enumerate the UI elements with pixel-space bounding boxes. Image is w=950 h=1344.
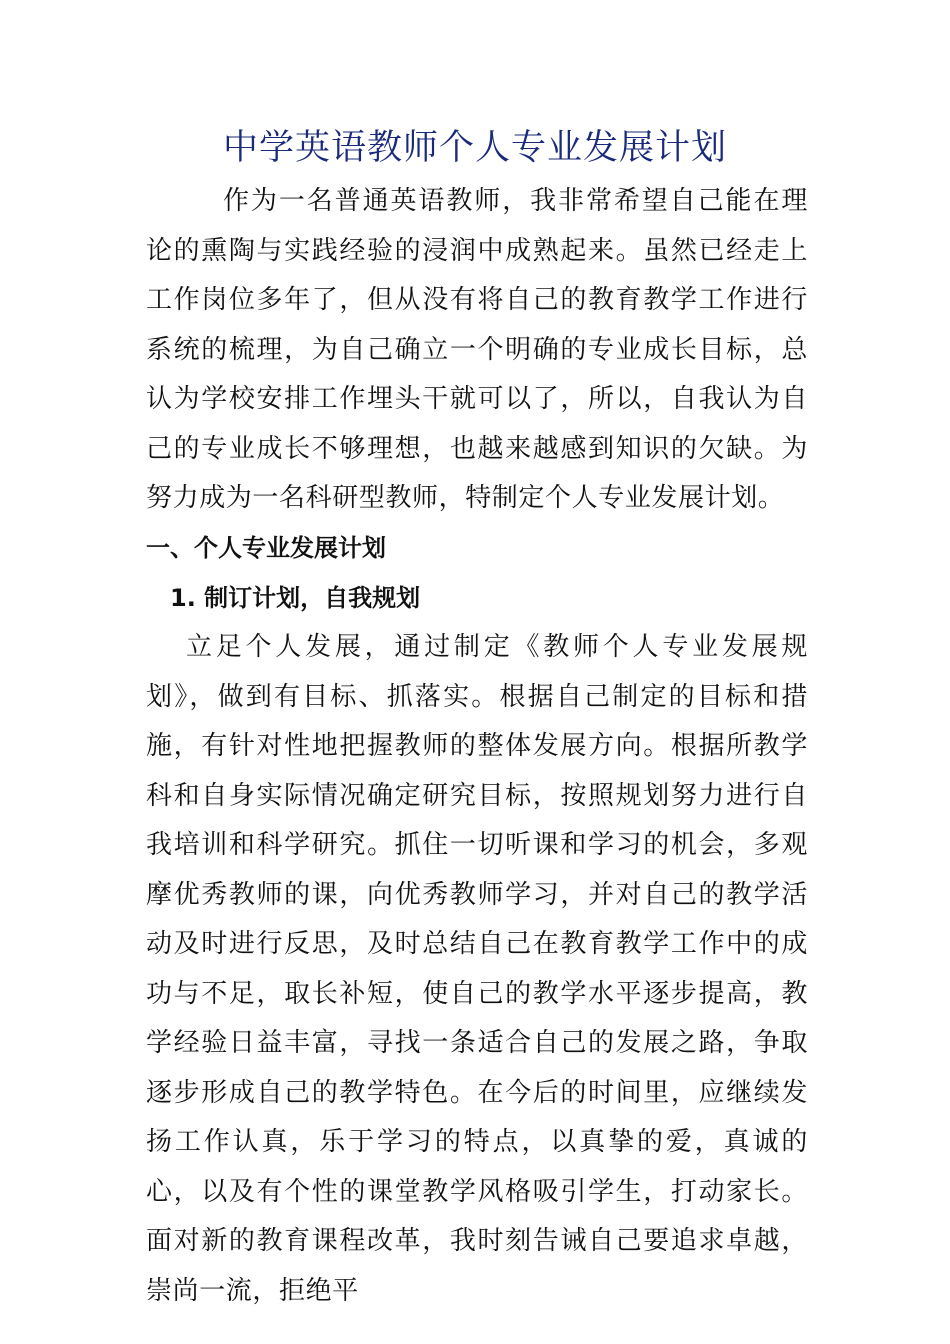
subsection-heading: 1. 制订计划，自我规划 [170, 584, 421, 612]
body-paragraph: 立足个人发展，通过制定《教师个人专业发展规划》，做到有目标、抓落实。根据自己制定的目标和措施，有针对性地把握教师的整体发展方向。根据所教学科和自身实际情况确定研究目标，按照规划努力进行自我培训和科学研究。抓住一切听课和学习的机会，多观摩优秀教师的课，向优秀教师学习，并对自己的教学活动及时进行反思，及时总结自己在教育教学工作中的成功与不足，取长补短，使自己的教学水平逐步提高，教学经验日益丰富，寻找一条适合自己的发展之路，争取逐步形成自己的教学特色。在今后的时间里，应继续发扬工作认真，乐于学习的特点，以真挚的爱，真诚的心，以及有个性的课堂教学风格吸引学生，打动家长。面对新的教育课程改革，我时刻告诫自己要追求卓越，崇尚一流，拒绝平 [146, 632, 808, 1306]
intro-paragraph: 作为一名普通英语教师，我非常希望自己能在理论的熏陶与实践经验的浸润中成熟起来。虽然已经走上工作岗位多年了，但从没有将自己的教育教学工作进行系统的梳理，为自己确立一个明确的专业成长目标，总认为学校安排工作埋头干就可以了，所以，自我认为自己的专业成长不够理想，也越来越感到知识的欠缺。为努力成为一名科研型教师，特制定个人专业发展计划。 [146, 186, 808, 513]
document-title: 中学英语教师个人专业发展计划 [222, 128, 727, 168]
section-heading: 一、个人专业发展计划 [146, 534, 386, 562]
